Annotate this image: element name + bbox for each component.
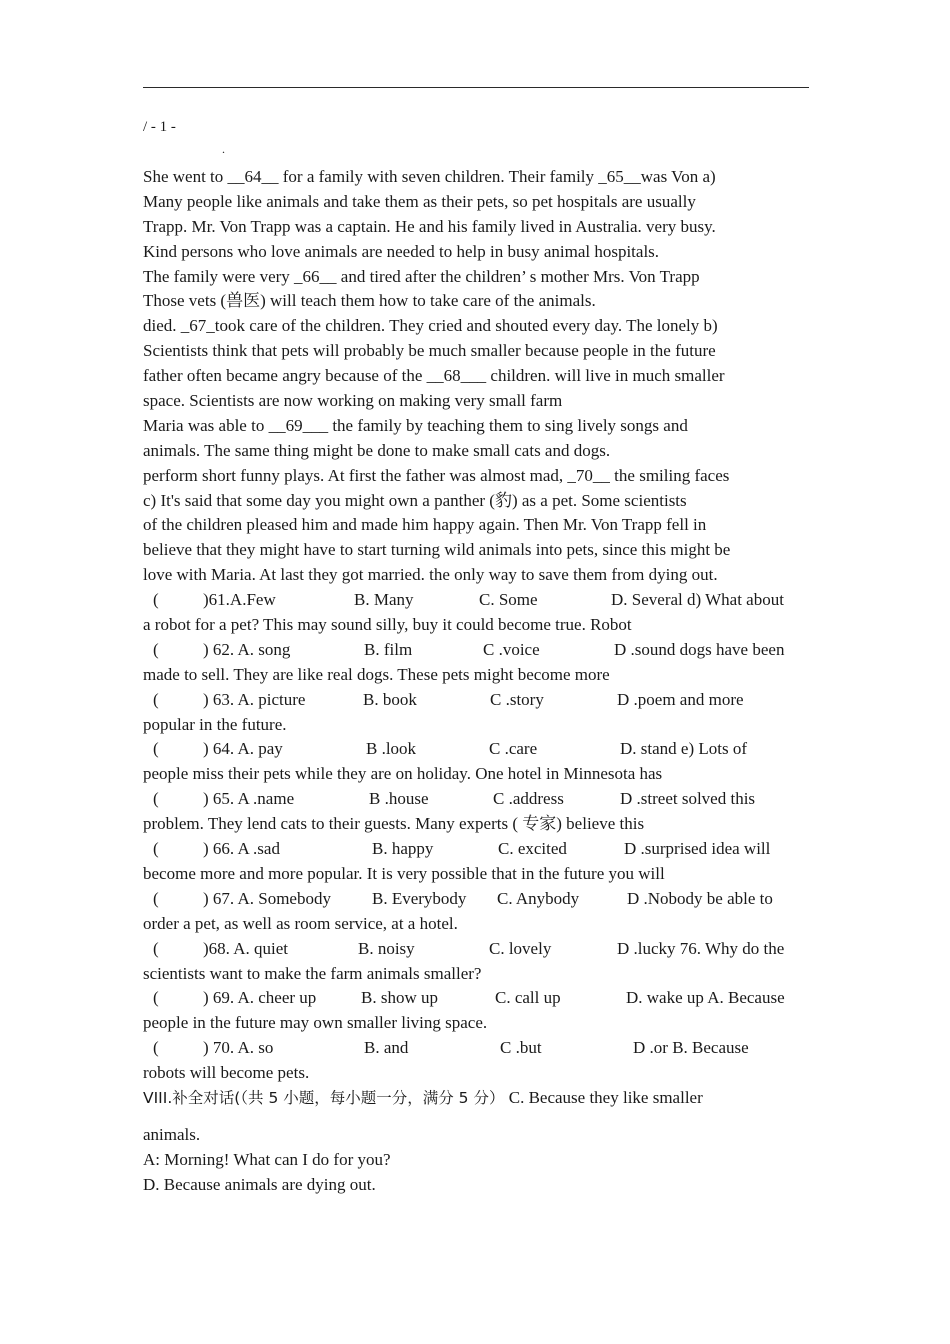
section-heading: VIII.补全对话(（共 5 小题，每小题一分，满分 5 分） [143,1088,505,1107]
option-d: D .lucky 76. Why do the [617,938,785,958]
option-a: ) 69. A. cheer up [203,988,317,1008]
header-dot: . [222,142,225,156]
option-d: D .sound dogs have been [614,639,785,659]
option-b: B. happy [372,839,434,859]
option-a: )68. A. quiet [203,938,288,958]
option-c: C .address [493,789,564,809]
question-70 [143,1036,811,1061]
passage-line: animals. The same thing might be done to make small cats and dogs. [143,440,611,460]
passage-line: She went to __64__ for a family with seven children. Their family _65__was Von a) [143,167,716,186]
page-number: / - 1 - [143,119,176,135]
question-65 [143,787,811,812]
option-d: D .or B. Because [633,1038,749,1058]
section-tail: C. Because they like smaller [504,1087,703,1107]
answer-bracket: ( [153,888,159,908]
option-a: ) 62. A. song [203,639,291,659]
option-d: D .Nobody be able to [627,888,773,908]
question-63 [143,688,811,713]
option-b: B .house [369,789,429,809]
option-a: ) 64. A. pay [203,739,283,759]
passage-line: Trapp. Mr. Von Trapp was a captain. He and his family lived in Australia. very busy. [143,216,716,236]
answer-bracket: ( [153,938,159,958]
option-d: D .poem and more [617,689,744,709]
passage-line: problem. They lend cats to their guests. Many experts ( 专家) believe this [143,814,645,834]
passage-line: of the children pleased him and made him happy again. Then Mr. Von Trapp fell in [143,515,707,535]
option-c: C .story [490,689,544,709]
passage-line: order a pet, as well as room service, at a hotel. [143,913,458,933]
passage-line: Scientists think that pets will probably be much smaller because people in the future [143,341,716,361]
passage-line: perform short funny plays. At first the father was almost mad, _70__ the smiling faces [143,465,730,485]
passage-line: father often became angry because of the __68___ children. will live in much smaller [143,366,725,386]
option-c: C .voice [483,639,540,659]
passage-line: robots will become pets. [143,1063,310,1083]
answer-bracket: ( [153,639,159,659]
option-b: B. and [364,1038,409,1058]
passage-line: animals. [143,1124,201,1144]
passage-line: space. Scientists are now working on making very small farm [143,391,563,411]
option-a: ) 65. A .name [203,789,295,809]
option-a: ) 63. A. picture [203,689,306,709]
passage-line: people in the future may own smaller living space. [143,1013,488,1033]
option-b: B. book [363,689,417,709]
question-68 [143,937,811,962]
option-d: D. wake up A. Because [626,988,785,1008]
question-69 [143,986,811,1011]
passage-line: a robot for a pet? This may sound silly, buy it could become true. Robot [143,615,632,635]
question-61 [143,588,811,613]
option-b: B. show up [361,988,438,1008]
passage-line: The family were very _66__ and tired after the children’ s mother Mrs. Von Trapp [143,266,700,286]
option-b: B. Many [354,590,414,610]
option-c: C. lovely [489,938,552,958]
option-a: ) 67. A. Somebody [203,888,331,908]
option-c: C. Some [479,590,538,610]
passage-line: popular in the future. [143,714,287,734]
passage-line: scientists want to make the farm animals smaller? [143,963,482,983]
option-a: ) 70. A. so [203,1038,274,1058]
answer-bracket: ( [153,839,159,859]
answer-bracket: ( [153,689,159,709]
question-67 [143,887,811,912]
passage-line: Those vets (兽医) will teach them how to take care of the animals. [143,291,596,311]
header-rule [143,87,809,88]
answer-bracket: ( [153,789,159,809]
option-b: B. Everybody [372,888,467,908]
option-d: D .street solved this [620,789,756,809]
option-a: ) 66. A .sad [203,839,280,859]
passage-line: D. Because animals are dying out. [143,1174,376,1194]
option-b: B. film [364,639,413,659]
passage-line: believe that they might have to start turning wild animals into pets, since this might be [143,540,731,560]
answer-bracket: ( [153,739,159,759]
passage-line: Maria was able to __69___ the family by teaching them to sing lively songs and [143,415,688,435]
option-c: C. excited [498,839,567,859]
passage-line: died. _67_took care of the children. They cried and shouted every day. The lonely b) [143,316,718,336]
option-c: C. Anybody [497,888,580,908]
passage-line: Many people like animals and take them as their pets, so pet hospitals are usually [143,191,696,211]
passage-line: people miss their pets while they are on holiday. One hotel in Minnesota has [143,764,663,784]
answer-bracket: ( [153,988,159,1008]
option-a: )61.A.Few [203,590,276,610]
option-b: B. noisy [358,938,415,958]
dialogue-line: A: Morning! What can I do for you? [143,1149,391,1169]
option-d: D. stand e) Lots of [620,739,748,759]
section-line [143,1086,811,1123]
option-c: C. call up [495,988,561,1008]
option-d: D .surprised idea will [624,839,771,859]
option-d: D. Several d) What about [611,590,784,610]
option-c: C .but [500,1038,542,1058]
question-62 [143,638,811,663]
option-b: B .look [366,739,417,759]
passage-line: love with Maria. At last they got married. the only way to save them from dying out. [143,565,718,585]
question-66 [143,837,811,862]
passage-line: made to sell. They are like real dogs. These pets might become more [143,664,610,684]
document-body [143,165,811,1198]
passage-line: become more and more popular. It is very possible that in the future you will [143,863,665,883]
option-c: C .care [489,739,538,759]
passage-line: c) It's said that some day you might own a panther (豹) as a pet. Some scientists [143,490,687,510]
passage-line: Kind persons who love animals are needed to help in busy animal hospitals. [143,241,660,261]
answer-bracket: ( [153,590,159,610]
question-64 [143,737,811,762]
answer-bracket: ( [153,1038,159,1058]
